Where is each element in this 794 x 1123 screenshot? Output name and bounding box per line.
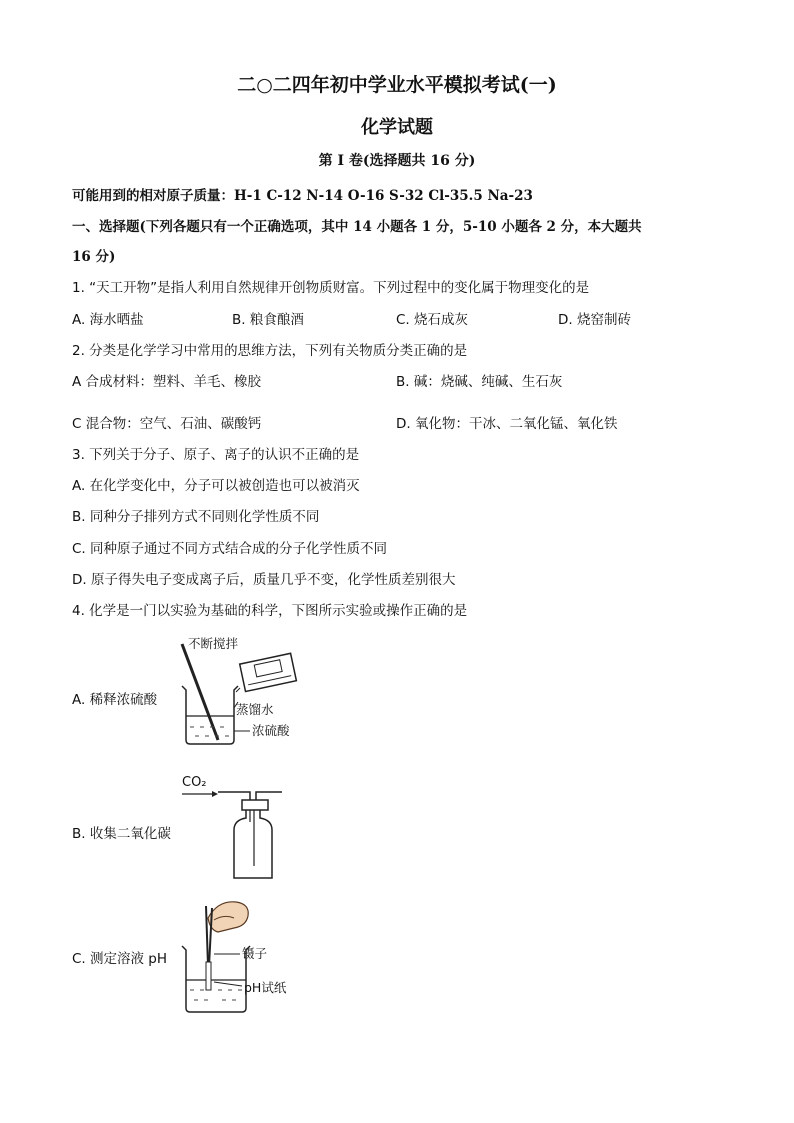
- question-2-option-a: A 合成材料：塑料、羊毛、橡胶: [72, 374, 262, 390]
- ph-paper: [206, 962, 211, 990]
- beaker-ph: [182, 946, 250, 1012]
- question-2-option-c: C 混合物：空气、石油、碳酸钙: [72, 416, 262, 432]
- label-stir: 不断搅拌: [188, 636, 239, 651]
- question-4-option-c: C. 测定溶液 pH: [72, 951, 168, 967]
- question-1-option-b: B. 粮食酿酒: [232, 312, 304, 328]
- figure-collect-co2: [178, 770, 288, 882]
- question-3-option-c: C. 同种原子通过不同方式结合成的分子化学性质不同: [72, 541, 388, 557]
- question-4-option-a: A. 稀释浓硫酸: [72, 692, 158, 708]
- section-heading-line2: 16 分): [72, 249, 116, 265]
- stopper: [242, 800, 268, 810]
- question-2-stem: 2. 分类是化学学习中常用的思维方法，下列有关物质分类正确的是: [72, 343, 468, 359]
- tweezers: [206, 906, 208, 966]
- question-1-option-c: C. 烧石成灰: [396, 312, 469, 328]
- label-co2: CO₂: [182, 775, 207, 790]
- label-acid: 浓硫酸: [252, 723, 290, 738]
- question-1-option-d: D. 烧窑制砖: [558, 312, 631, 328]
- section-heading-line1: 一、选择题(下列各题只有一个正确选项，其中 14 小题各 1 分，5-10 小题各 2 分，本大题共: [72, 219, 642, 235]
- question-1-stem: 1. “天工开物”是指人利用自然规律开创物质财富。下列过程中的变化属于物理变化的是: [72, 280, 590, 296]
- volume-title: 第 I 卷(选择题共 16 分): [318, 153, 476, 169]
- reagent-bottle: [240, 653, 297, 691]
- question-4-stem: 4. 化学是一门以实验为基础的科学，下图所示实验或操作正确的是: [72, 603, 468, 619]
- exam-title: 二○二四年初中学业水平模拟考试(一): [237, 74, 557, 96]
- figure-measure-ph: [178, 896, 308, 1018]
- label-tweezers: 镊子: [242, 946, 268, 961]
- label-ph-paper: pH试纸: [244, 980, 287, 995]
- question-3-stem: 3. 下列关于分子、原子、离子的认识不正确的是: [72, 447, 360, 463]
- question-2-option-b: B. 碱：烧碱、纯碱、生石灰: [396, 374, 563, 390]
- question-3-option-a: A. 在化学变化中，分子可以被创造也可以被消灭: [72, 478, 360, 494]
- glass-rod: [182, 644, 218, 740]
- gas-bottle: [234, 810, 272, 878]
- subject-title: 化学试题: [361, 117, 433, 138]
- question-3-option-d: D. 原子得失电子变成离子后，质量几乎不变，化学性质差别很大: [72, 572, 456, 588]
- question-1-option-a: A. 海水晒盐: [72, 312, 144, 328]
- question-2-option-d: D. 氧化物：干冰、二氧化锰、氧化铁: [396, 416, 618, 432]
- question-3-option-b: B. 同种分子排列方式不同则化学性质不同: [72, 509, 320, 525]
- question-4-option-b: B. 收集二氧化碳: [72, 826, 171, 842]
- figure-dilute-acid: [170, 632, 320, 752]
- label-water: 蒸馏水: [236, 702, 274, 717]
- atomic-masses: 可能用到的相对原子质量：H-1 C-12 N-14 O-16 S-32 Cl-35.5 Na-23: [72, 188, 533, 204]
